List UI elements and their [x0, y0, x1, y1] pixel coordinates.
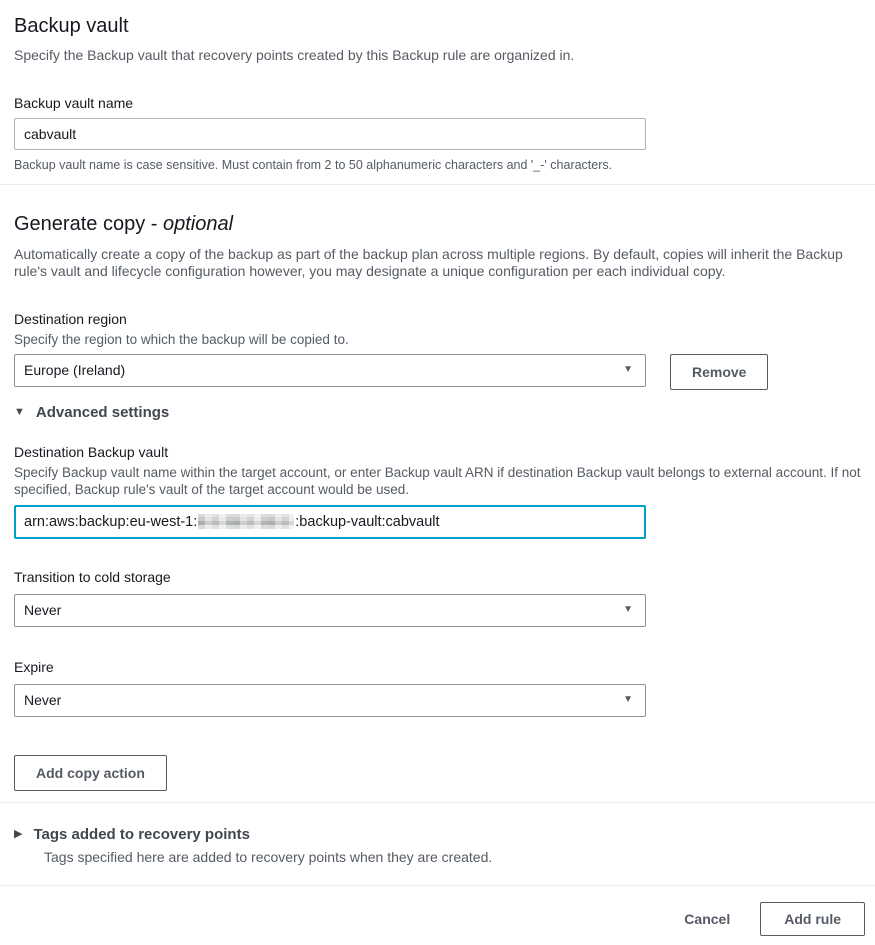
add-copy-action-button[interactable]: Add copy action: [14, 755, 167, 791]
chevron-down-icon: ▼: [623, 364, 633, 375]
destination-region-selected-value: Europe (Ireland): [24, 362, 126, 378]
cold-storage-selected-value: Never: [24, 602, 62, 618]
tags-expander[interactable]: [14, 825, 861, 845]
backup-vault-section: [0, 0, 875, 184]
generate-copy-title: [14, 211, 861, 238]
generate-copy-title-optional: optional: [162, 212, 234, 235]
backup-vault-name-input[interactable]: [14, 118, 646, 150]
generate-copy-section: [0, 185, 875, 802]
tags-section: [0, 803, 875, 885]
advanced-settings-label: Advanced settings: [35, 403, 170, 421]
destination-region-label: Destination region: [14, 310, 127, 327]
redacted-account-id: [198, 514, 294, 529]
expire-selected-value: Never: [24, 692, 62, 708]
destination-vault-arn-input[interactable]: [14, 505, 646, 539]
remove-button[interactable]: Remove: [670, 354, 768, 390]
destination-vault-arn-wrap: [14, 505, 861, 539]
generate-copy-description: Automatically create a copy of the backup as part of the backup plan across multiple regions. By default, copies will inherit the Backup rule's vault and lifecycle configuration however, you may designate a unique configuration per each individual copy.: [14, 245, 843, 279]
tags-title: Tags added to recovery points: [33, 825, 250, 843]
cancel-button[interactable]: Cancel: [684, 910, 731, 927]
expire-label: Expire: [14, 658, 54, 675]
cold-storage-label: Transition to cold storage: [14, 568, 171, 585]
chevron-down-icon: ▼: [623, 694, 633, 705]
arn-suffix: :backup-vault:cabvault: [295, 513, 440, 530]
caret-down-icon: ▼: [14, 406, 25, 418]
backup-vault-title: Backup vault: [14, 15, 129, 37]
form-footer: [0, 886, 875, 936]
expire-select[interactable]: [14, 684, 646, 717]
destination-region-row: [14, 354, 861, 390]
add-rule-button[interactable]: Add rule: [760, 902, 865, 936]
generate-copy-title-main: Generate copy -: [14, 212, 163, 235]
destination-region-description: Specify the region to which the backup will be copied to.: [14, 331, 349, 347]
arn-prefix: arn:aws:backup:eu-west-1:: [24, 513, 198, 530]
backup-vault-name-constraint: Backup vault name is case sensitive. Must contain from 2 to 50 alphanumeric characters and '_-' characters.: [14, 157, 613, 172]
backup-vault-description: Specify the Backup vault that recovery points created by this Backup rule are organized in.: [14, 47, 575, 63]
tags-description: Tags specified here are added to recovery points when they are created.: [44, 848, 493, 865]
destination-region-select[interactable]: [14, 354, 646, 387]
caret-right-icon: ▶: [14, 828, 23, 840]
advanced-settings-expander[interactable]: [14, 403, 861, 423]
destination-vault-description: Specify Backup vault name within the target account, or enter Backup vault ARN if destination Backup vault belongs to external account. If not specified, Backup rule's vault of the target account would be used.: [14, 464, 861, 497]
cold-storage-select[interactable]: [14, 594, 646, 627]
destination-vault-label: Destination Backup vault: [14, 443, 169, 460]
backup-vault-name-label: Backup vault name: [14, 94, 134, 111]
chevron-down-icon: ▼: [623, 604, 633, 615]
add-copy-action-wrap: [14, 755, 861, 802]
